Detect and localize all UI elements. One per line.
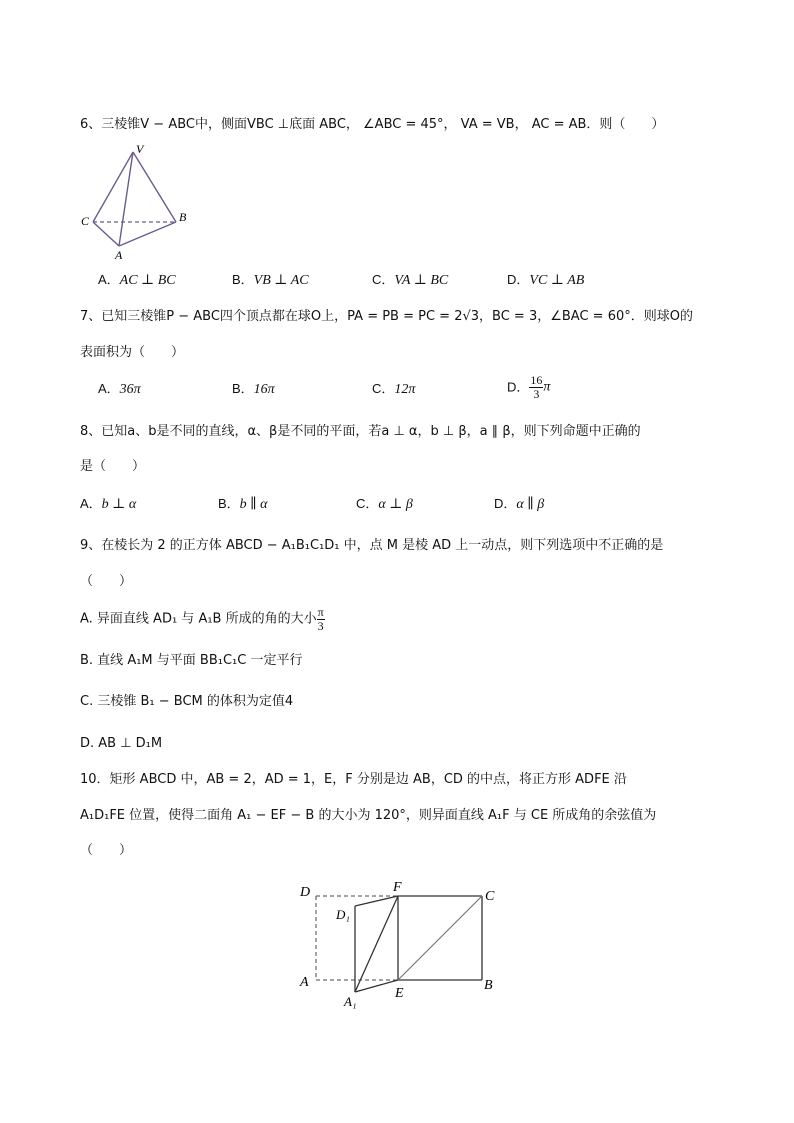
q7-option-d: D． $\frac{16}{3}$ π: [507, 373, 551, 401]
q7-option-d-fraction: $\frac{16}{3}$: [530, 373, 543, 401]
q10-label-b: B: [484, 978, 493, 993]
q10-label-a: A: [300, 975, 309, 990]
q10-folded-rectangle-figure: [292, 876, 512, 1016]
q10-stem-line3: （ ）: [80, 843, 133, 858]
q10-label-a1: A₁: [344, 994, 357, 1009]
q6-option-d: D．VC ⊥ AB: [507, 272, 585, 288]
q10-label-d1: D₁: [336, 907, 350, 922]
q6-stem: 6、三棱锥V − ABC中，侧面VBC ⊥底面 ABC， ∠ABC = 45°， VA = VB， AC = AB．则（ ）: [80, 117, 665, 132]
q9-option-b: B. 直线 A₁M 与平面 BB₁C₁C 一定平行: [80, 653, 303, 668]
q8-stem-line1: 8、已知a、b是不同的直线，α、β是不同的平面，若a ⊥ α，b ⊥ β，a ∥ β，则下列命题中正确的: [80, 424, 641, 439]
q6-label-c: C: [81, 214, 90, 228]
q10-label-d: D: [300, 885, 311, 900]
q7-stem-line2: 表面积为（ ）: [80, 345, 185, 360]
q10-stem-line1: 10．矩形 ABCD 中，AB = 2，AD = 1，E，F 分别是边 AB，CD 的中点，将正方形 ADFE 沿: [80, 772, 627, 787]
q9-stem-line2: （ ）: [80, 574, 133, 589]
q6-pyramid-figure: [78, 142, 198, 262]
q10-label-e: E: [395, 986, 404, 1001]
q6-option-a: A．AC ⊥ BC: [98, 272, 176, 288]
q10-stem-line2: A₁D₁FE 位置，使得二面角 A₁ − EF − B 的大小为 120°，则异面直线 A₁F 与 CE 所成角的余弦值为: [80, 808, 657, 823]
q10-label-c: C: [485, 889, 495, 904]
q7-option-a: A．36π: [98, 381, 141, 397]
q6-label-b: B: [179, 210, 187, 224]
q6-option-b: B．VB ⊥ AC: [232, 272, 309, 288]
q7-option-b: B．16π: [232, 381, 275, 397]
q9-option-a: A. 异面直线 AD₁ 与 A₁B 所成的角的大小 $\frac{\pi}{3}$: [80, 605, 324, 633]
q6-label-a: A: [115, 248, 123, 262]
q8-option-b: B．b ∥ α: [218, 496, 268, 512]
q7-option-c: C．12π: [372, 381, 416, 397]
q9-option-d: D. AB ⊥ D₁M: [80, 736, 163, 751]
q6-label-v: V: [136, 142, 144, 156]
q8-option-d: D．α ∥ β: [494, 496, 545, 512]
q8-option-a: A．b ⊥ α: [80, 496, 137, 512]
q8-option-c: C．α ⊥ β: [356, 496, 413, 512]
q6-option-c: C．VA ⊥ BC: [372, 272, 449, 288]
q7-stem-line1: 7、已知三棱锥P − ABC四个顶点都在球O上，PA = PB = PC = 2√3，BC = 3，∠BAC = 60°．则球O的: [80, 309, 693, 324]
q8-stem-line2: 是（ ）: [80, 459, 146, 474]
q9-stem-line1: 9、在棱长为 2 的正方体 ABCD − A₁B₁C₁D₁ 中，点 M 是棱 AD 上一动点，则下列选项中不正确的是: [80, 538, 664, 553]
q9-option-a-fraction: $\frac{\pi}{3}$: [317, 605, 324, 633]
q9-option-c: C. 三棱锥 B₁ − BCM 的体积为定值4: [80, 694, 294, 709]
q10-label-f: F: [393, 880, 402, 895]
